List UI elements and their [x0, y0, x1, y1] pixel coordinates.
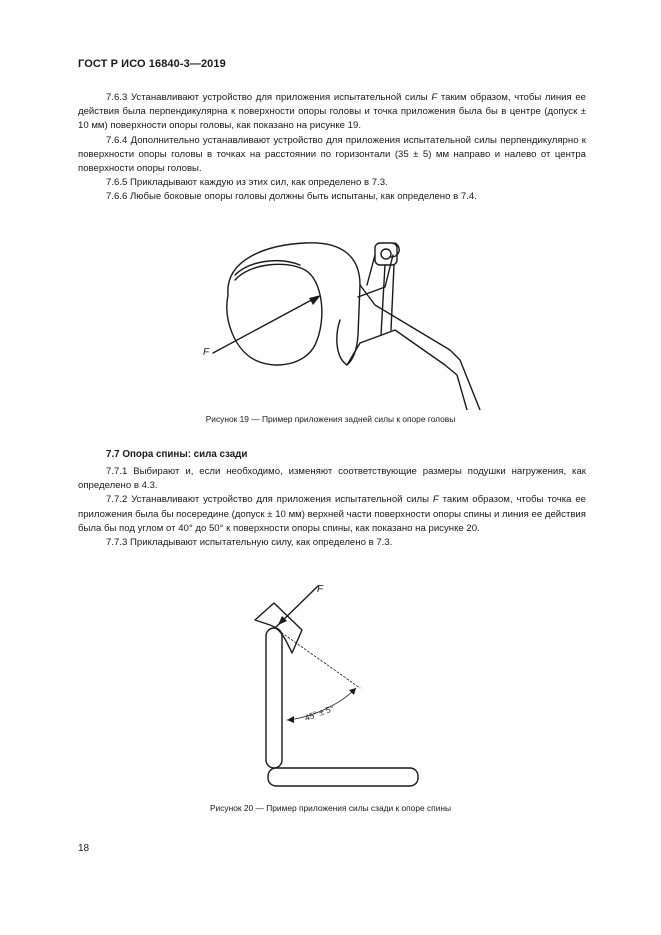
mount-bar-lower [347, 330, 467, 410]
figure-19-caption: Рисунок 19 — Пример приложения задней силы к опоре головы [205, 414, 456, 424]
angle-label: 45° ± 5° [303, 703, 336, 723]
figure-20-backrest-diagram [240, 580, 425, 795]
paragraph-7-6-6: 7.6.6 Любые боковые опоры головы должны быть испытаны, как определено в 7.4. [106, 191, 477, 203]
paragraph-block-7-7 [78, 465, 586, 550]
headrest-shell [228, 243, 360, 365]
section-7-7-title: 7.7 Опора спины: сила сзади [106, 449, 248, 460]
force-label: F [203, 347, 210, 358]
figure-19-headrest-diagram [195, 225, 505, 410]
paragraph-7-6-4: 7.6.4 Дополнительно устанавливают устройство для приложения испытательной силы перпендикулярно к поверхности опоры головы в точках на расстоянии по горизонтали (35 ± 5) мм направо и налево от центра поверхности опоры головы. [78, 134, 586, 175]
paragraph-7-7-2: 7.7.2 Устанавливают устройство для приложения испытательной силы F таким образом, чтобы точка ее приложения была бы посередине (допуск ± 10 мм) верхней части поверхности опоры спины и линия ее действия была бы под углом от 40° до 50° к поверхности опоры спины, как показано на рисунке 20. [78, 494, 587, 534]
loading-pad [255, 603, 302, 653]
headrest-pad [227, 264, 322, 365]
seat-bar [268, 768, 418, 786]
paragraph-7-6-5: 7.6.5 Прикладывают каждую из этих сил, как определено в 7.3. [106, 177, 388, 189]
document-header: ГОСТ Р ИСО 16840-3—2019 [78, 58, 226, 70]
page-number: 18 [78, 843, 90, 854]
backrest-bar [266, 628, 282, 768]
paragraph-7-7-1: 7.7.1 Выбирают и, если необходимо, изменяют соответствующие размеры подушки нагружения, как определено в 4.3. [78, 466, 586, 492]
angle-reference-line [275, 628, 360, 688]
clamp-bolt [381, 249, 391, 259]
paragraph-7-6-3: 7.6.3 Устанавливают устройство для приложения испытательной силы F таким образом, чтобы линия ее действия была перпендикулярна к поверхности опоры головы и точка приложения была бы в центре (допуск ± 10 мм) поверхности опоры головы, как показано на рисунке 19. [78, 92, 586, 132]
force-label: F [317, 584, 324, 595]
paragraph-7-7-3: 7.7.3 Прикладывают испытательную силу, как определено в 7.3. [106, 537, 393, 549]
figure-20-caption: Рисунок 20 — Пример приложения силы сзади к опоре спины [209, 803, 452, 813]
paragraph-block-7-6 [78, 91, 586, 205]
clamp-block [375, 243, 397, 265]
force-arrow-head [309, 295, 321, 305]
